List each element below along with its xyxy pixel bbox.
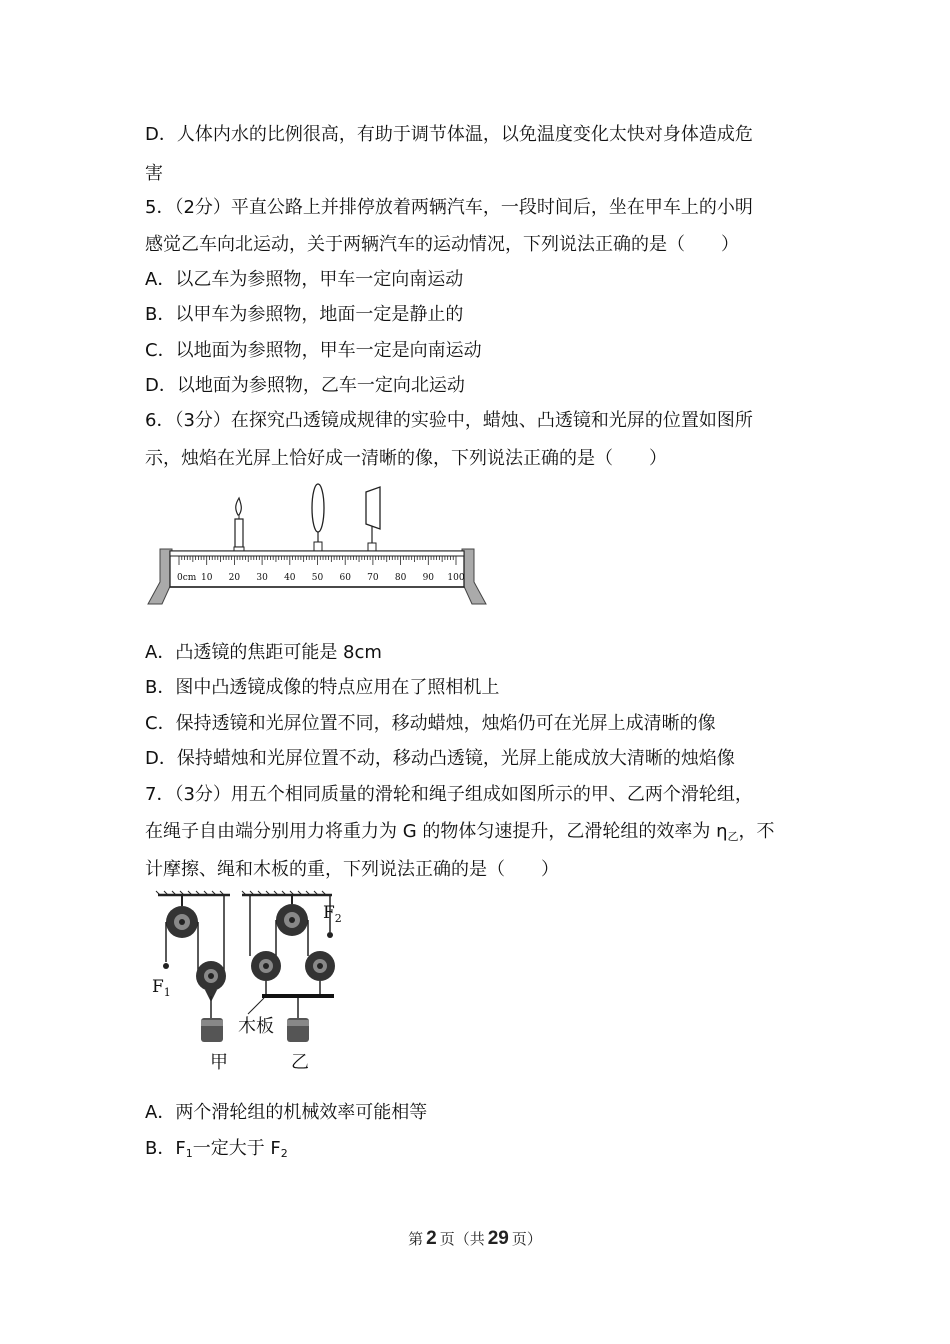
q5-option-a: A．以乙车为参照物，甲车一定向南运动 xyxy=(145,269,464,290)
q6-option-c: C．保持透镜和光屏位置不同，移动蜡烛，烛焰仍可在光屏上成清晰的像 xyxy=(145,713,716,734)
ruler-label: 50 xyxy=(311,573,324,583)
q7-option-b-prefix: B．F xyxy=(145,1138,186,1159)
q5-stem-line2: 感觉乙车向北运动，关于两辆汽车的运动情况，下列说法正确的是（ ） xyxy=(145,234,739,255)
ruler-label: 20 xyxy=(228,573,241,583)
q6-option-a: A．凸透镜的焦距可能是 8cm xyxy=(145,642,382,663)
label-f1: $F_1$ xyxy=(152,977,171,999)
footer-prefix: 第 xyxy=(408,1230,424,1248)
q7-option-b xyxy=(145,1137,288,1166)
q5-option-c: C．以地面为参照物，甲车一定是向南运动 xyxy=(145,340,482,361)
ruler-label: 60 xyxy=(339,573,351,583)
eta-subscript: 乙 xyxy=(727,830,739,843)
convex-lens xyxy=(312,484,324,551)
pulley-figure xyxy=(150,892,350,1077)
q5-option-d: D．以地面为参照物，乙车一定向北运动 xyxy=(145,375,465,396)
q6-option-b: B．图中凸透镜成像的特点应用在了照相机上 xyxy=(145,677,500,698)
wooden-board xyxy=(262,994,334,998)
q5-stem-line1: 5．（2分）平直公路上并排停放着两辆汽车，一段时间后，坐在甲车上的小明 xyxy=(145,197,753,218)
footer-middle: 页（共 xyxy=(439,1230,485,1248)
f2-subscript: 2 xyxy=(280,1147,288,1160)
page-footer xyxy=(0,1228,950,1250)
ruler-label: 10 xyxy=(200,573,213,583)
q7-option-a: A．两个滑轮组的机械效率可能相等 xyxy=(145,1102,428,1123)
q7-stem-line3: 计摩擦、绳和木板的重，下列说法正确的是（ ） xyxy=(145,859,559,880)
light-screen xyxy=(366,487,380,551)
ruler-label: 90 xyxy=(422,573,435,583)
q7-stem-line2-tail: ，不 xyxy=(738,821,775,842)
ruler-label: 0cm xyxy=(177,573,197,583)
q7-stem-line2-text: 在绳子自由端分别用力将重力为 G 的物体匀速提升，乙滑轮组的效率为 η xyxy=(145,821,728,842)
label-f2: $F_2$ xyxy=(323,903,342,925)
ruler-label: 30 xyxy=(256,573,268,583)
ruler-label: 70 xyxy=(367,573,379,583)
q6-option-d: D．保持蜡烛和光屏位置不动，移动凸透镜，光屏上能成放大清晰的烛焰像 xyxy=(145,748,735,769)
ceiling-left xyxy=(156,891,230,895)
pulley-system-left xyxy=(163,895,226,1042)
f1-subscript: 1 xyxy=(185,1147,193,1160)
ruler-label: 80 xyxy=(394,573,407,583)
q5-option-b: B．以甲车为参照物，地面一定是静止的 xyxy=(145,304,464,325)
q4-option-d-line1: D．人体内水的比例很高，有助于调节体温，以免温度变化太快对身体造成危 xyxy=(145,124,753,145)
q7-option-b-middle: 一定大于 F xyxy=(192,1138,281,1159)
q6-stem-line2: 示，烛焰在光屏上恰好成一清晰的像，下列说法正确的是（ ） xyxy=(145,448,667,469)
candle xyxy=(234,498,244,551)
label-jia: 甲 xyxy=(210,1052,228,1073)
footer-total-pages: 29 xyxy=(487,1228,509,1249)
ruler-label: 40 xyxy=(284,573,296,583)
q7-stem-line2 xyxy=(145,820,775,849)
optical-bench-figure xyxy=(140,478,500,608)
footer-page-number: 2 xyxy=(426,1228,437,1249)
q7-stem-line1: 7．（3分）用五个相同质量的滑轮和绳子组成如图所示的甲、乙两个滑轮组， xyxy=(145,784,753,805)
label-yi: 乙 xyxy=(291,1052,309,1073)
q6-stem-line1: 6．（3分）在探究凸透镜成规律的实验中，蜡烛、凸透镜和光屏的位置如图所 xyxy=(145,410,753,431)
ruler-label: 100 xyxy=(447,573,465,583)
label-board: 木板 xyxy=(238,1016,274,1037)
bench-right-stand xyxy=(462,549,486,604)
ceiling-right xyxy=(242,891,332,895)
bench-left-stand xyxy=(148,549,172,604)
q4-option-d-line2: 害 xyxy=(145,163,163,184)
footer-suffix: 页） xyxy=(511,1230,542,1248)
